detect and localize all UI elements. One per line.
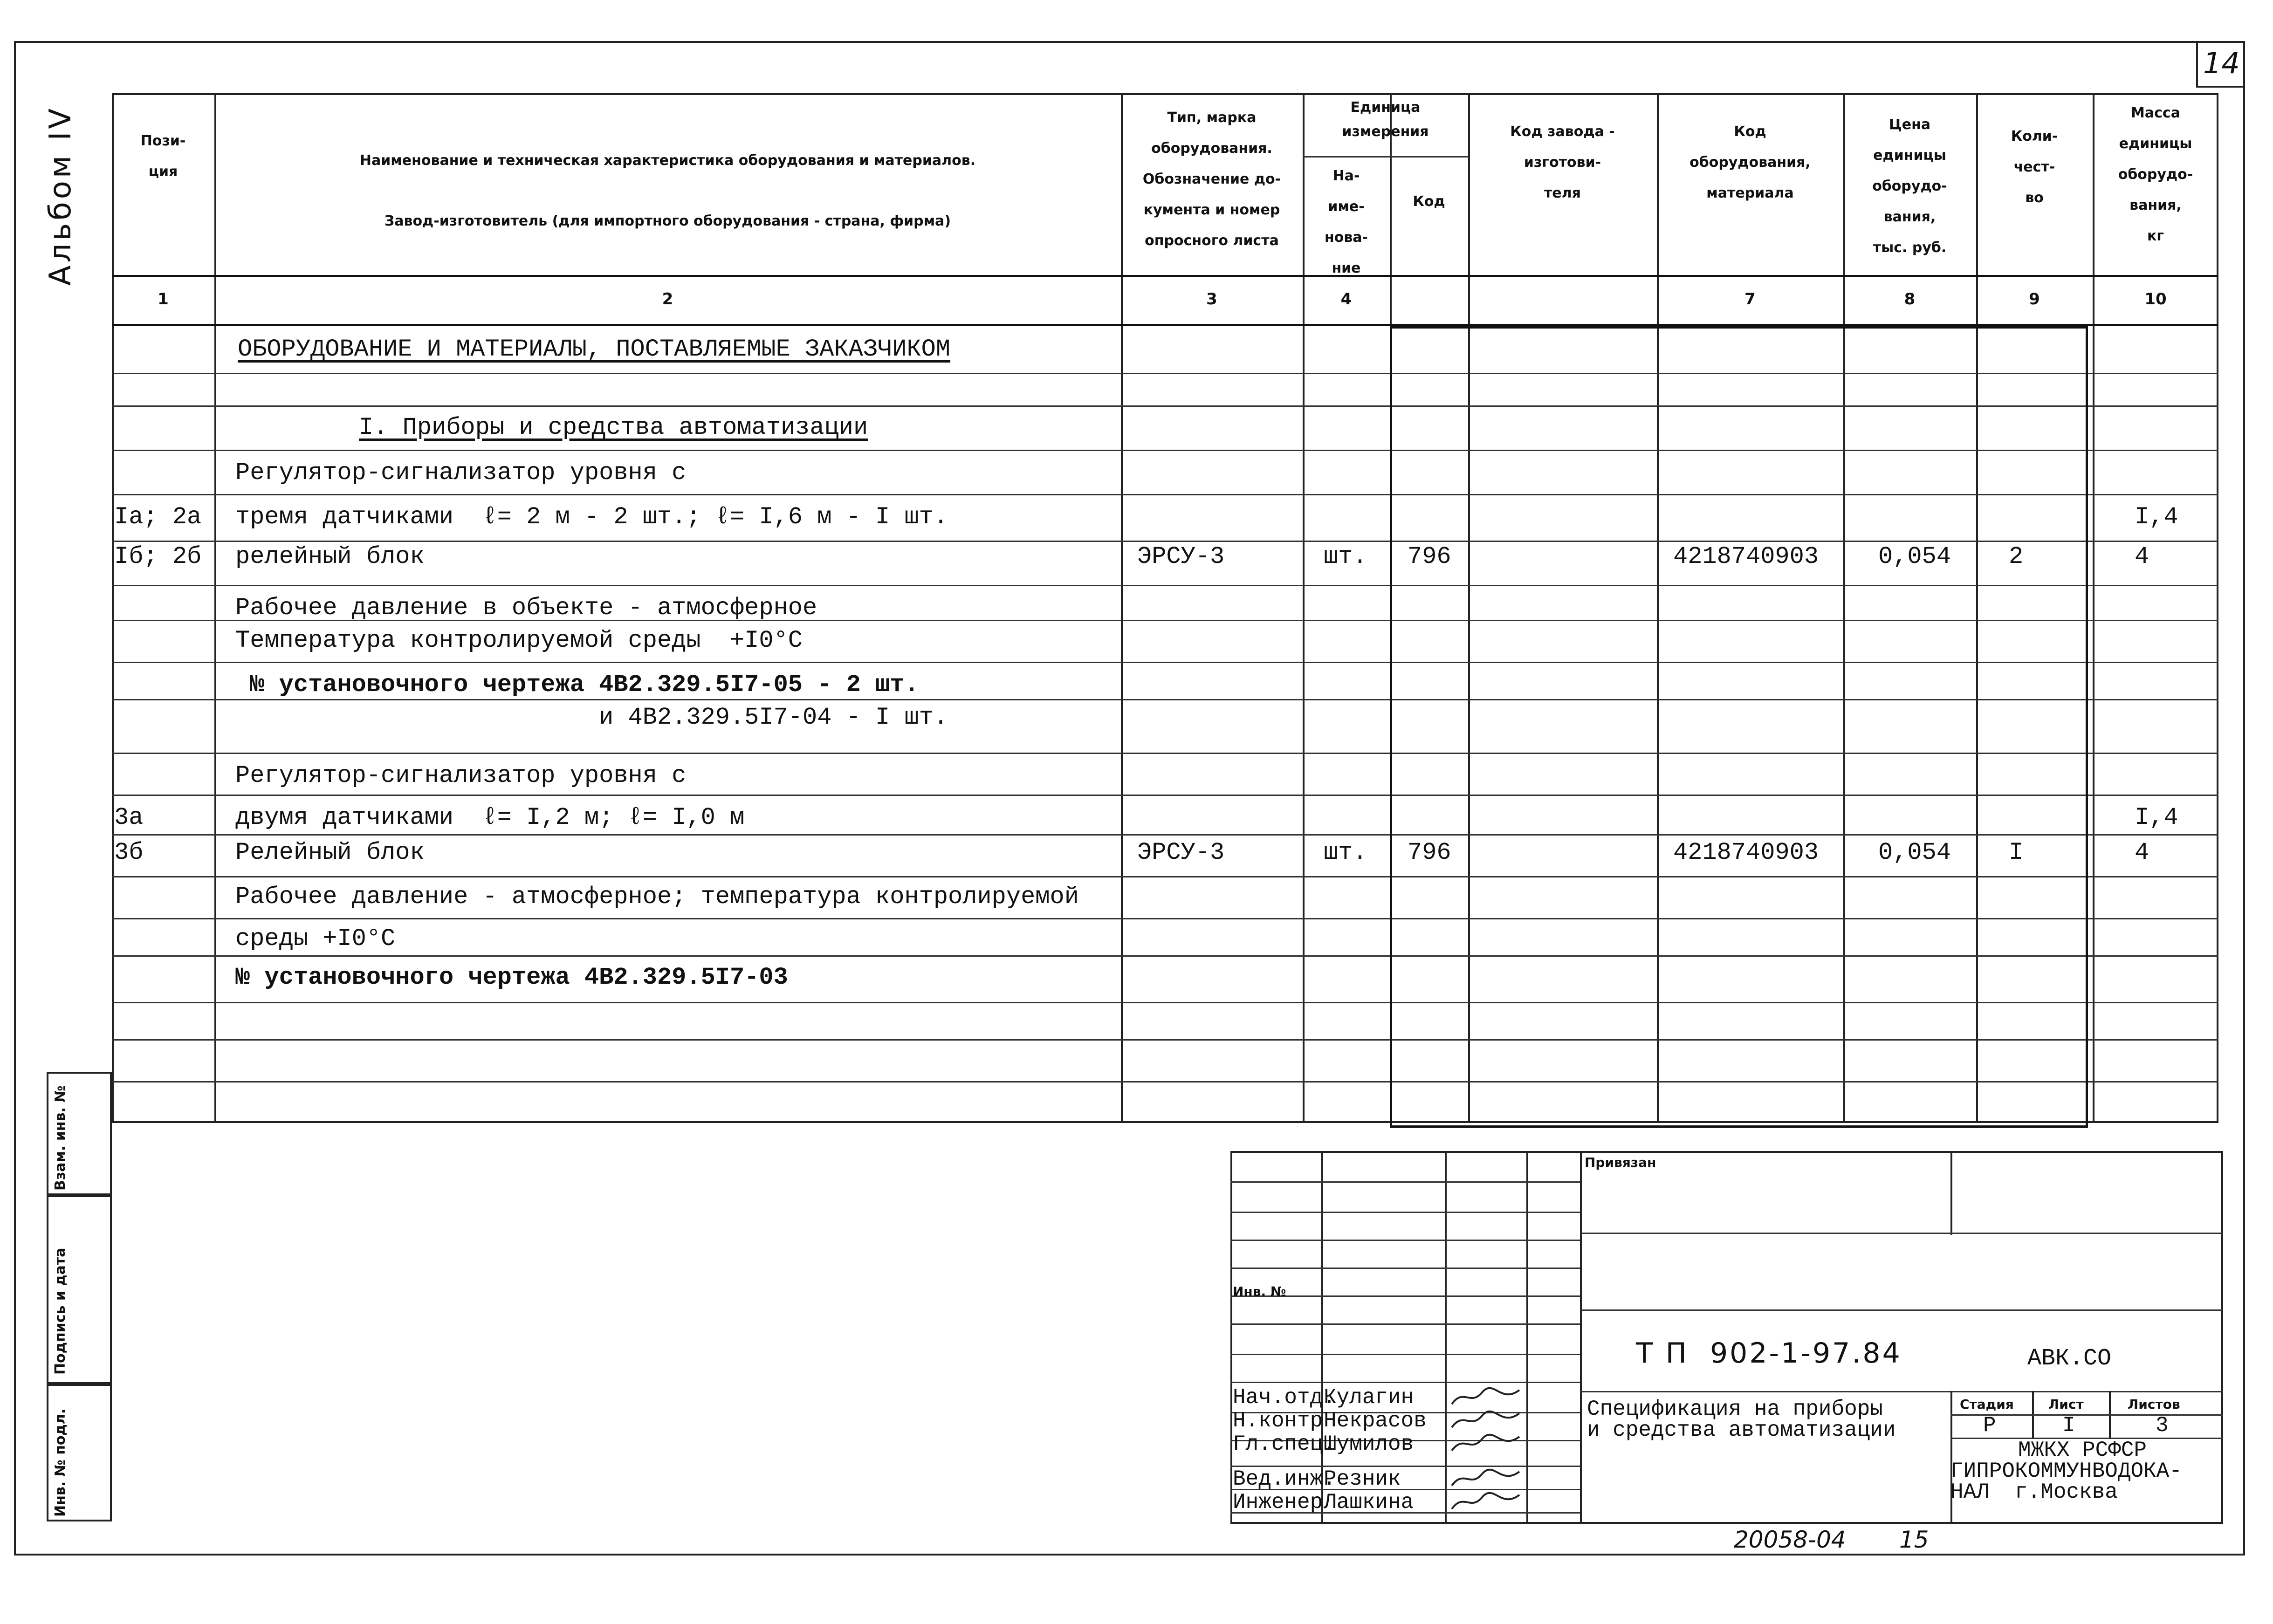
signer-role: Н.контр [1233, 1409, 1323, 1433]
sign-divider [1526, 1151, 1528, 1524]
sign-row-line [1230, 1181, 1580, 1183]
sign-row-line [1230, 1212, 1580, 1213]
row-name: № установочного чертежа 4В2.329.5I7-05 - 2 шт. [235, 671, 919, 699]
sheets-value: 3 [2156, 1413, 2169, 1438]
bind-label: Привязан [1585, 1155, 1656, 1170]
designation-bottom-line [1580, 1391, 2223, 1392]
sign-divider [1580, 1151, 1582, 1524]
org-line-1: МЖКХ РСФСР [2018, 1438, 2147, 1462]
designation-top-line [1580, 1309, 2223, 1311]
codes-block-outline [1390, 326, 2088, 1128]
column-header-line: име- [1328, 199, 1365, 215]
signer-role: Нач.отд. [1233, 1385, 1336, 1410]
row-position: 3б [114, 839, 144, 866]
unit-header-line: измерения [1342, 123, 1429, 140]
row-name: № установочного чертежа 4В2.329.5I7-03 [235, 964, 788, 991]
column-header-9 [1976, 121, 2093, 213]
sign-row-line [1230, 1323, 1580, 1325]
stamp-label-replaced: Взам. инв. № [52, 1085, 69, 1191]
column-header-8 [1843, 110, 1976, 263]
sign-row-line [1230, 1382, 1580, 1383]
column-header-line: ние [1332, 260, 1361, 276]
sign-divider [1445, 1151, 1447, 1524]
unit-header-line: Единица [1350, 99, 1421, 116]
row-name: ОБОРУДОВАНИЕ И МАТЕРИАЛЫ, ПОСТАВЛЯЕМЫЕ ЗАКАЗЧИКОМ [238, 336, 951, 363]
column-header-line: чест- [2013, 159, 2055, 175]
column-number-3: 3 [1206, 290, 1217, 308]
unit-header-divider [1303, 156, 1468, 158]
row-name: Регулятор-сигнализатор уровня с [235, 459, 687, 487]
column-header-line: Коли- [2011, 128, 2058, 144]
column-header-line: Цена [1888, 116, 1931, 133]
unit-group-header [1303, 96, 1468, 144]
row-unit: шт. [1324, 543, 1367, 570]
column-header-line: вания, [1883, 209, 1936, 225]
column-header-line: ция [148, 164, 178, 180]
column-header-line: Пози- [140, 133, 186, 149]
column-header-3 [1121, 103, 1303, 256]
signer-role: Инженер [1233, 1490, 1323, 1514]
column-header-line: изготови- [1524, 154, 1601, 171]
column-number-8: 8 [1904, 290, 1916, 308]
column-header-line: Завод-изготовитель (для импортного оборудования - страна, фирма) [384, 213, 951, 229]
bind-line [1580, 1233, 2223, 1234]
document-code: АВК.СО [2027, 1345, 2112, 1372]
row-position: 3а [114, 804, 144, 831]
column-number-10: 10 [2144, 290, 2167, 308]
row-name: Рабочее давление - атмосферное; температура контролируемой [235, 883, 1079, 911]
column-header-line: единицы [2119, 136, 2192, 152]
column-number-1: 1 [158, 290, 169, 308]
row-price: 0,054 [1878, 839, 1951, 866]
sign-row-line [1230, 1240, 1580, 1241]
signer-name: Кулагин [1324, 1385, 1414, 1410]
signer-role: Вед.инж. [1233, 1467, 1336, 1491]
sign-row-line [1230, 1354, 1580, 1355]
column-header-line: опросного листа [1145, 233, 1279, 249]
column-number-2: 2 [662, 290, 673, 308]
row-name: релейный блок [235, 543, 425, 570]
column-header-line: Код [1734, 123, 1766, 140]
column-header-line: единицы [1873, 147, 1946, 164]
designation: Т П 902-1-97.84 [1636, 1337, 1902, 1370]
column-header-line: оборудования. [1151, 140, 1272, 157]
column-header-line: оборудо- [1872, 178, 1947, 194]
row-mass: 4 [2135, 839, 2149, 866]
column-header-line: во [2025, 190, 2044, 206]
column-number-4: 4 [1340, 290, 1352, 308]
column-header-line: Код завода - [1510, 123, 1615, 140]
row-unit-code: 796 [1408, 543, 1451, 570]
doc-title-line-2: и средства автоматизации [1587, 1418, 1896, 1442]
handwritten-signature [1449, 1490, 1524, 1514]
signer-name: Шумилов [1324, 1432, 1414, 1456]
column-header-line: кумента и номер [1143, 202, 1280, 218]
row-name: I. Приборы и средства автоматизации [359, 414, 868, 441]
row-position: Iа; 2а [114, 503, 202, 531]
signer-name: Некрасов [1324, 1409, 1427, 1433]
row-mass: I,4 [2135, 804, 2178, 831]
column-number-9: 9 [2029, 290, 2040, 308]
signer-name: Лашкина [1324, 1490, 1414, 1514]
row-type: ЭРСУ-3 [1137, 839, 1225, 866]
sheet-label: Лист [2048, 1397, 2084, 1412]
column-header-line: вания, [2129, 197, 2182, 213]
handwritten-signature [1449, 1409, 1524, 1432]
stamp-label-signature: Подпись и дата [52, 1247, 69, 1375]
doc-title-line-1: Спецификация на приборы [1587, 1397, 1883, 1421]
handwritten-signature [1449, 1432, 1524, 1455]
row-name: Температура контролируемой среды +I0°С [235, 627, 803, 654]
handwritten-signature [1449, 1467, 1524, 1490]
column-header-7 [1657, 116, 1843, 209]
row-name: среды +I0°С [235, 925, 396, 952]
row-name: двумя датчиками ℓ= I,2 м; ℓ= I,0 м [235, 804, 745, 831]
row-equipment-code: 4218740903 [1673, 543, 1819, 570]
row-name: Релейный блок [235, 839, 425, 866]
stage-label: Стадия [1960, 1397, 2014, 1412]
row-unit: шт. [1324, 839, 1367, 866]
bind-divider [1950, 1151, 1952, 1235]
column-header-line: оборудо- [2118, 166, 2193, 183]
column-header-1 [112, 126, 214, 187]
stage-value: Р [1983, 1413, 1996, 1438]
signer-role: Гл.спец. [1233, 1432, 1336, 1456]
column-header-line: материала [1706, 185, 1794, 201]
album-label: Альбом IV [43, 105, 78, 286]
row-price: 0,054 [1878, 543, 1951, 570]
row-name: и 4В2.329.5I7-04 - I шт. [235, 704, 948, 731]
row-unit-code: 796 [1408, 839, 1451, 866]
row-name: тремя датчиками ℓ= 2 м - 2 шт.; ℓ= I,6 м - I шт. [235, 503, 948, 531]
sheets-label: Листов [2128, 1397, 2180, 1412]
sheet-number: 14 [2196, 41, 2245, 88]
header-bottom-line [112, 275, 2218, 277]
column-header-line: На- [1332, 168, 1360, 184]
footer-archive-number: 20058-04 [1734, 1526, 1846, 1553]
row-quantity: 2 [2009, 543, 2024, 570]
org-line-3: НАЛ г.Москва [1950, 1480, 2118, 1504]
column-header-line: Масса [2131, 105, 2180, 121]
column-header-line: кг [2147, 228, 2164, 244]
column-header-2 [214, 130, 1121, 252]
column-header-line: Обозначение до- [1142, 171, 1281, 187]
column-number-7: 7 [1744, 290, 1756, 308]
column-header-5 [1390, 186, 1468, 217]
stamp-label-original: Инв. № подл. [52, 1408, 69, 1517]
column-header-line: Код [1413, 193, 1445, 210]
column-header-4 [1303, 161, 1390, 284]
row-name: Регулятор-сигнализатор уровня с [235, 762, 687, 789]
column-header-line: Тип, марка [1167, 110, 1257, 126]
row-type: ЭРСУ-3 [1137, 543, 1225, 570]
row-name: Рабочее давление в объекте - атмосферное [235, 594, 817, 622]
row-mass: 4 [2135, 543, 2149, 570]
handwritten-signature [1449, 1385, 1524, 1409]
column-header-10 [2093, 98, 2218, 252]
column-header-line: Наименование и техническая характеристика оборудования и материалов. [359, 152, 976, 169]
column-header-line: нова- [1324, 229, 1368, 246]
column-header-6 [1468, 116, 1657, 209]
footer-page: 15 [1899, 1526, 1929, 1553]
signer-name: Резник [1324, 1467, 1401, 1491]
inv-number-label: Инв. № [1233, 1284, 1286, 1299]
column-header-line: оборудования, [1689, 154, 1811, 171]
row-equipment-code: 4218740903 [1673, 839, 1819, 866]
row-mass: I,4 [2135, 503, 2178, 531]
column-header-line: тыс. руб. [1873, 240, 1947, 256]
row-quantity: I [2009, 839, 2024, 866]
org-line-2: ГИПРОКОММУНВОДОКА- [1950, 1459, 2182, 1483]
row-position: Iб; 2б [114, 543, 202, 570]
column-header-line: теля [1544, 185, 1581, 201]
sheet-value: I [2062, 1413, 2075, 1438]
sign-row-line [1230, 1268, 1580, 1269]
